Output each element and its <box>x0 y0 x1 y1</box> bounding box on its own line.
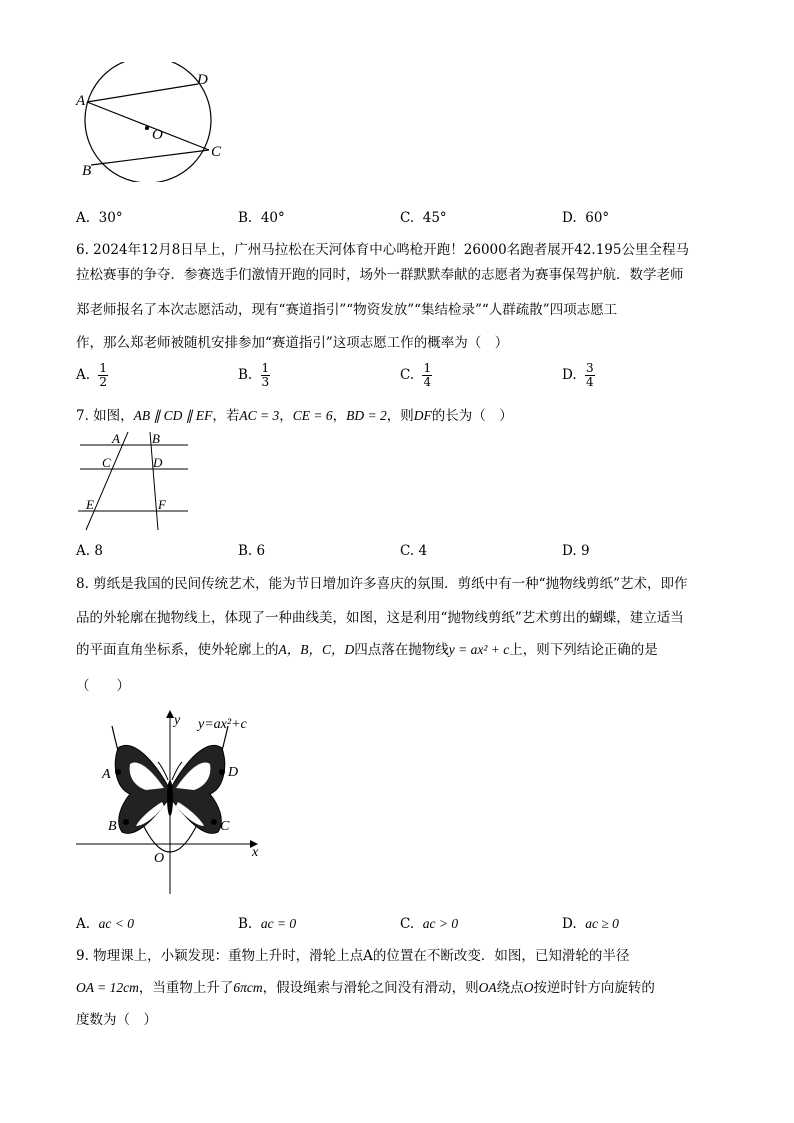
q7-point-B: B <box>152 431 160 446</box>
q6-text-line-4: 作，那么郑老师被随机安排参加“赛道指引”这项志愿工作的概率为（ ） <box>76 335 509 351</box>
q5-point-B: B <box>82 163 92 179</box>
q9-text-line-1: 9. 物理课上，小颖发现：重物上升时，滑轮上点A的位置在不断改变．如图，已知滑轮的半径 <box>76 948 630 964</box>
q6-option-c-fraction: $\frac{1}{4}$ <box>423 361 432 389</box>
q8-option-c[interactable]: C. ac > 0 <box>400 916 459 932</box>
q8-point-C: C <box>220 819 230 834</box>
q8-text-line-1: 8. 剪纸是我国的民间传统艺术，能为节日增加许多喜庆的氛围．剪纸中有一种“抛物线剪纸”艺术，即作 <box>76 576 688 592</box>
q8-option-a[interactable]: A. ac < 0 <box>76 916 134 932</box>
q8-point-A: A <box>102 767 111 782</box>
q7-point-F: F <box>158 497 166 512</box>
q5-circle-figure <box>72 62 232 182</box>
q6-option-d-fraction: $\frac{3}{4}$ <box>585 361 594 389</box>
q7-point-D: D <box>153 455 163 470</box>
q8-option-b[interactable]: B. ac = 0 <box>238 916 297 932</box>
q6-option-b-fraction: $\frac{1}{3}$ <box>261 361 270 389</box>
q8-equation-label: y=ax²+c <box>198 717 247 732</box>
q5-option-c[interactable]: C. 45° <box>400 210 447 226</box>
q6-option-a[interactable]: A. $\frac{1}{2}$ <box>76 361 107 389</box>
q8-butterfly-parabola-figure <box>74 708 274 898</box>
q8-option-d[interactable]: D. ac ≥ 0 <box>562 916 619 932</box>
q5-option-b[interactable]: B. 40° <box>238 210 285 226</box>
q7-parallel-lines-figure <box>74 430 194 532</box>
q7-option-a[interactable]: A. 8 <box>76 543 103 559</box>
q6-text-line-3: 郑老师报名了本次志愿活动，现有“赛道指引”“物资发放”“集结检录”“人群疏散”四项志愿工 <box>76 302 618 318</box>
q5-point-A: A <box>76 93 86 109</box>
q8-y-axis-label: y <box>174 713 181 728</box>
q7-option-d[interactable]: D. 9 <box>562 543 590 559</box>
q6-text-line-2: 拉松赛事的争夺．参赛选手们激情开跑的同时，场外一群默默奉献的志愿者为赛事保驾护航．数学老师 <box>76 267 684 283</box>
q6-option-b[interactable]: B. $\frac{1}{3}$ <box>238 361 270 389</box>
q7-option-c[interactable]: C. 4 <box>400 543 428 559</box>
q8-origin-label: O <box>154 851 165 866</box>
q8-x-axis-label: x <box>252 845 259 860</box>
q5-point-C: C <box>211 144 222 160</box>
q7-option-b[interactable]: B. 6 <box>238 543 266 559</box>
q5-point-O: O <box>152 127 163 143</box>
q7-point-A: A <box>112 431 120 446</box>
q7-point-C: C <box>102 455 111 470</box>
q6-option-d[interactable]: D. $\frac{3}{4}$ <box>562 361 594 389</box>
q7-point-E: E <box>86 497 94 512</box>
q6-option-c[interactable]: C. $\frac{1}{4}$ <box>400 361 432 389</box>
q8-text-line-3: 的平面直角坐标系，使外轮廓上的A，B，C，D四点落在抛物线y = ax² + c上，则下列结论正确的是 <box>76 642 658 658</box>
q8-point-B: B <box>108 819 117 834</box>
q9-text-line-2: OA = 12cm，当重物上升了6πcm，假设绳索与滑轮之间没有滑动，则OA绕点O按逆时针方向旋转的 <box>76 980 655 996</box>
q5-point-D: D <box>197 72 208 88</box>
q6-option-a-fraction: $\frac{1}{2}$ <box>99 361 107 389</box>
q9-text-line-3: 度数为（ ） <box>76 1012 157 1028</box>
q5-option-a[interactable]: A. 30° <box>76 210 123 226</box>
q7-stem: 7. 如图，AB ∥ CD ∥ EF，若AC = 3，CE = 6，BD = 2，则DF的长为（ ） <box>76 408 513 424</box>
q8-text-line-2: 品的外轮廓在抛物线上，体现了一种曲线美，如图，这是利用“抛物线剪纸”艺术剪出的蝴蝶，建立适当 <box>76 610 684 626</box>
q8-point-D: D <box>228 765 239 780</box>
q5-option-d[interactable]: D. 60° <box>562 210 610 226</box>
q6-text-line-1: 6. 2024年12月8日早上，广州马拉松在天河体育中心鸣枪开跑！26000名跑者展开42.195公里全程马 <box>76 242 689 258</box>
q8-text-line-4: （ ） <box>76 678 130 694</box>
